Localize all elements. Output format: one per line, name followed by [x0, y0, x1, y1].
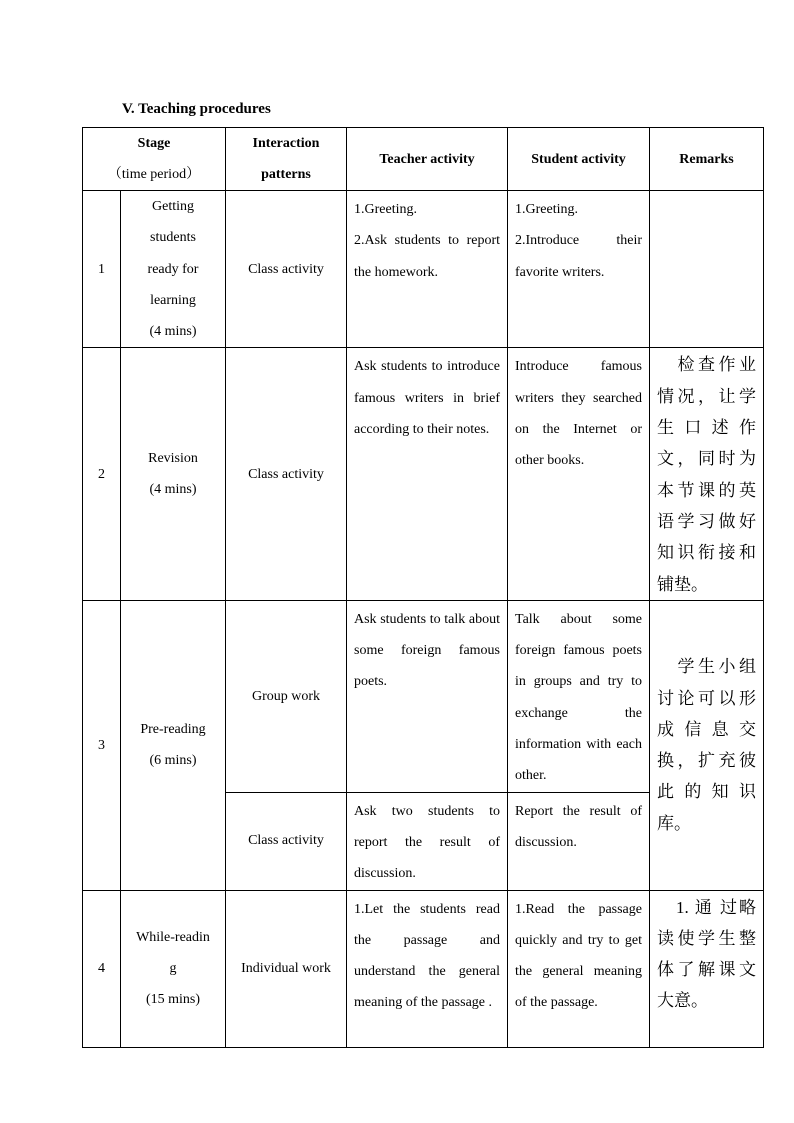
row-number: 2 — [83, 348, 121, 600]
teacher-cell: 1.Let the students read the passage and understand the general meaning of the passage . — [347, 890, 508, 1047]
pattern-cell: Individual work — [226, 890, 347, 1047]
pattern-cell: Class activity — [226, 348, 347, 600]
row-number: 1 — [83, 191, 121, 348]
remarks-cell — [650, 191, 764, 348]
row-number: 3 — [83, 600, 121, 890]
pattern-cell: Group work — [226, 600, 347, 792]
student-cell: 1.Greeting. 2.Introduce their favorite writers. — [508, 191, 650, 348]
remarks-cell: 1. 通 过略读使学生整体了解课文大意。 — [650, 890, 764, 1047]
table-row — [83, 890, 764, 1047]
section-heading: V. Teaching procedures — [122, 101, 271, 117]
table-row — [83, 191, 764, 348]
remarks-cell: 检查作业情况，让学生口述作文，同时为本节课的英语学习做好知识衔接和铺垫。 — [650, 348, 764, 600]
teacher-cell: Ask two students to report the result of discussion. — [347, 792, 508, 890]
stage-cell: Getting students ready for learning (4 mins) — [121, 191, 226, 348]
header-remarks: Remarks — [650, 128, 764, 191]
student-cell: 1.Read the passage quickly and try to get the general meaning of the passage. — [508, 890, 650, 1047]
stage-cell: Pre-reading (6 mins) — [121, 600, 226, 890]
stage-cell: Revision (4 mins) — [121, 348, 226, 600]
header-interaction: Interaction patterns — [226, 128, 347, 191]
header-stage: Stage （time period） — [83, 128, 226, 191]
procedures-table — [82, 127, 764, 1048]
table-header-row — [83, 128, 764, 191]
student-cell: Talk about some foreign famous poets in groups and try to exchange the information with each other. — [508, 600, 650, 792]
teacher-cell: 1.Greeting. 2.Ask students to report the homework. — [347, 191, 508, 348]
pattern-cell: Class activity — [226, 792, 347, 890]
student-cell: Report the result of discussion. — [508, 792, 650, 890]
header-teacher: Teacher activity — [347, 128, 508, 191]
remarks-cell: 学生小组讨论可以形成信息交换，扩充彼此的知识库。 — [650, 600, 764, 890]
table-row — [83, 348, 764, 600]
pattern-cell: Class activity — [226, 191, 347, 348]
header-student: Student activity — [508, 128, 650, 191]
student-cell: Introduce famous writers they searched on the Internet or other books. — [508, 348, 650, 600]
teacher-cell: Ask students to talk about some foreign famous poets. — [347, 600, 508, 792]
table-row — [83, 600, 764, 792]
row-number: 4 — [83, 890, 121, 1047]
stage-cell: While-readin g (15 mins) — [121, 890, 226, 1047]
teacher-cell: Ask students to introduce famous writers in brief according to their notes. — [347, 348, 508, 600]
